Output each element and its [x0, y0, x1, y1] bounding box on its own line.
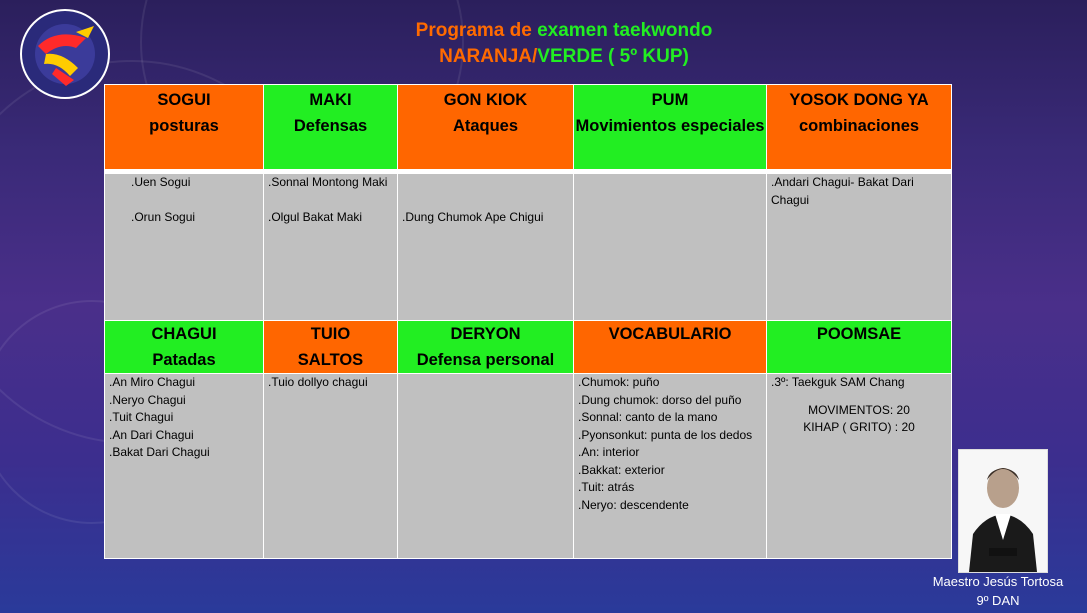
- header-row-2: [105, 321, 952, 374]
- header-cell-chagui: CHAGUI Patadas: [105, 321, 264, 374]
- header-cell-deryon: DERYON Defensa personal: [398, 321, 574, 374]
- list-item: .Neryo Chagui: [109, 392, 186, 407]
- list-item: .Tuit Chagui: [109, 410, 174, 424]
- header-cell-sogui: SOGUI posturas: [105, 85, 264, 170]
- person-portrait-icon: [959, 450, 1047, 572]
- cell-chagui: [105, 374, 264, 559]
- list-item: .Bakkat: exterior: [578, 462, 665, 477]
- cell-maki: [264, 174, 398, 321]
- instructor-name: Maestro Jesús Tortosa: [932, 574, 1064, 589]
- instructor-rank: 9º DAN: [976, 593, 1020, 608]
- title-part2: examen taekwondo: [537, 20, 713, 41]
- page-subtitle: [300, 46, 828, 68]
- header-cell-pum: PUM Movimientos especiales: [574, 85, 767, 170]
- list-item: KIHAP ( GRITO) : 20: [803, 420, 915, 434]
- list-item: .Neryo: descendente: [578, 497, 689, 512]
- list-item: .An Miro Chagui: [109, 375, 196, 389]
- cell-tuio: [264, 374, 398, 559]
- header-cell-gon-kiok: GON KIOK Ataques: [398, 85, 574, 170]
- list-item: .An Dari Chagui: [109, 427, 194, 442]
- list-item: .Sonnal: canto de la mano: [578, 410, 718, 424]
- cell-vocabulario: [574, 374, 767, 559]
- instructor-photo: [958, 449, 1048, 573]
- list-item: .Pyonsonkut: punta de los dedos: [578, 427, 753, 442]
- content-row-1: [105, 174, 952, 321]
- header-row-1: [105, 85, 952, 170]
- list-item: .3º: Taekguk SAM Chang: [771, 375, 905, 389]
- list-item: .Orun Sogui: [131, 209, 196, 224]
- list-item: .An: interior: [578, 445, 640, 459]
- list-item: .Tuit: atrás: [578, 480, 635, 494]
- list-item: .Chumok: puño: [578, 375, 660, 389]
- header-cell-maki: MAKI Defensas: [264, 85, 398, 170]
- cell-deryon: [398, 374, 574, 559]
- list-item: .Dung chumok: dorso del puño: [578, 392, 742, 407]
- list-item: .Andari Chagui- Bakat Dari Chagui: [771, 175, 914, 207]
- cell-poomsae: [767, 374, 952, 559]
- club-logo: [16, 8, 114, 100]
- page-title: [300, 20, 828, 42]
- list-item: .Tuio dollyo chagui: [268, 375, 368, 389]
- cell-gon-kiok: [398, 174, 574, 321]
- cell-sogui: [105, 174, 264, 321]
- cell-pum: [574, 174, 767, 321]
- list-item: MOVIMENTOS: 20: [808, 402, 910, 417]
- title-part1: Programa de: [415, 20, 538, 41]
- header-cell-vocabulario: VOCABULARIO: [574, 321, 767, 374]
- content-row-2: [105, 374, 952, 559]
- cell-yosok: [767, 174, 952, 321]
- header-cell-tuio: TUIO SALTOS: [264, 321, 398, 374]
- exam-program-table: [104, 84, 952, 559]
- list-item: .Olgul Bakat Maki: [268, 209, 363, 224]
- header-cell-yosok: YOSOK DONG YA combinaciones: [767, 85, 952, 170]
- list-item: .Dung Chumok Ape Chigui: [402, 210, 544, 224]
- list-item: .Sonnal Montong Maki: [268, 175, 388, 189]
- subtitle-part1: NARANJA/: [439, 46, 538, 67]
- list-item: .Bakat Dari Chagui: [109, 445, 210, 459]
- header-cell-poomsae: POOMSAE: [767, 321, 952, 374]
- list-item: .Uen Sogui: [131, 175, 191, 189]
- subtitle-part2: VERDE ( 5º KUP): [537, 46, 689, 67]
